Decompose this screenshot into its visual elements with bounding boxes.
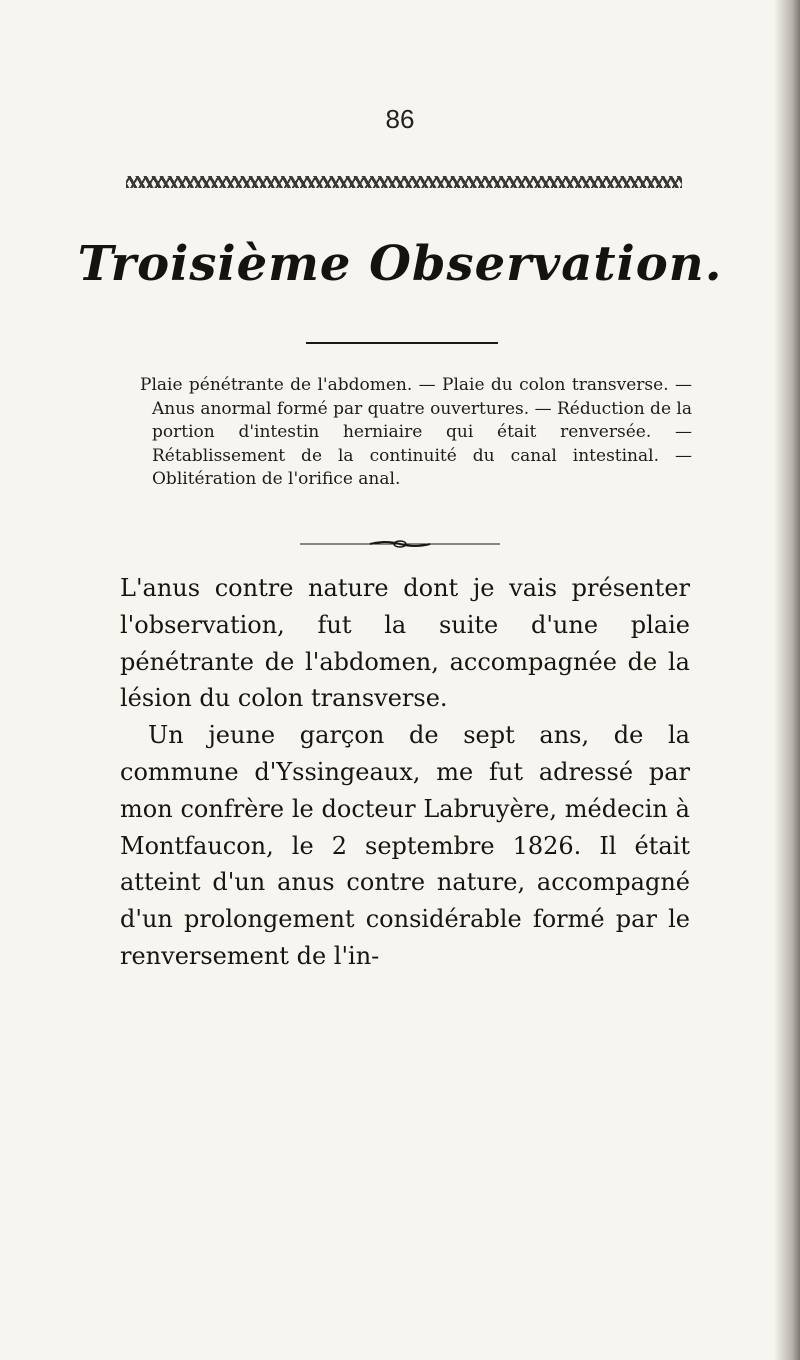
section-heading: Troisième Observation.	[77, 236, 723, 292]
paragraph: Un jeune garçon de sept ans, de la commune d'Yssingeaux, me fut adressé par mon confrère le docteur Labruyère, médecin à Montfaucon, le 2 septembre 1826. Il était atteint d'un anus contre nature, accompagné d'un prolongement considérable formé par le renversement de l'in-	[120, 721, 690, 970]
page-edge-shadow	[774, 0, 800, 1360]
ornamental-band	[126, 176, 682, 188]
summary-paragraph: Plaie pénétrante de l'abdomen. — Plaie du colon transverse. — Anus anormal formé par quatre ouvertures. — Réduction de la portion d'intestin herniaire qui était renversée. — Rétablissement de la continuité du canal intestinal. — Oblitération de l'orifice anal.	[140, 375, 692, 489]
paragraph: L'anus contre nature dont je vais présenter l'observation, fut la suite d'une plaie pénétrante de l'abdomen, accompagnée de la lésion du colon transverse.	[120, 574, 690, 713]
title-rule	[306, 342, 498, 344]
body-text	[120, 570, 690, 975]
page-number: 86	[385, 104, 415, 134]
ornamental-divider	[300, 540, 500, 548]
